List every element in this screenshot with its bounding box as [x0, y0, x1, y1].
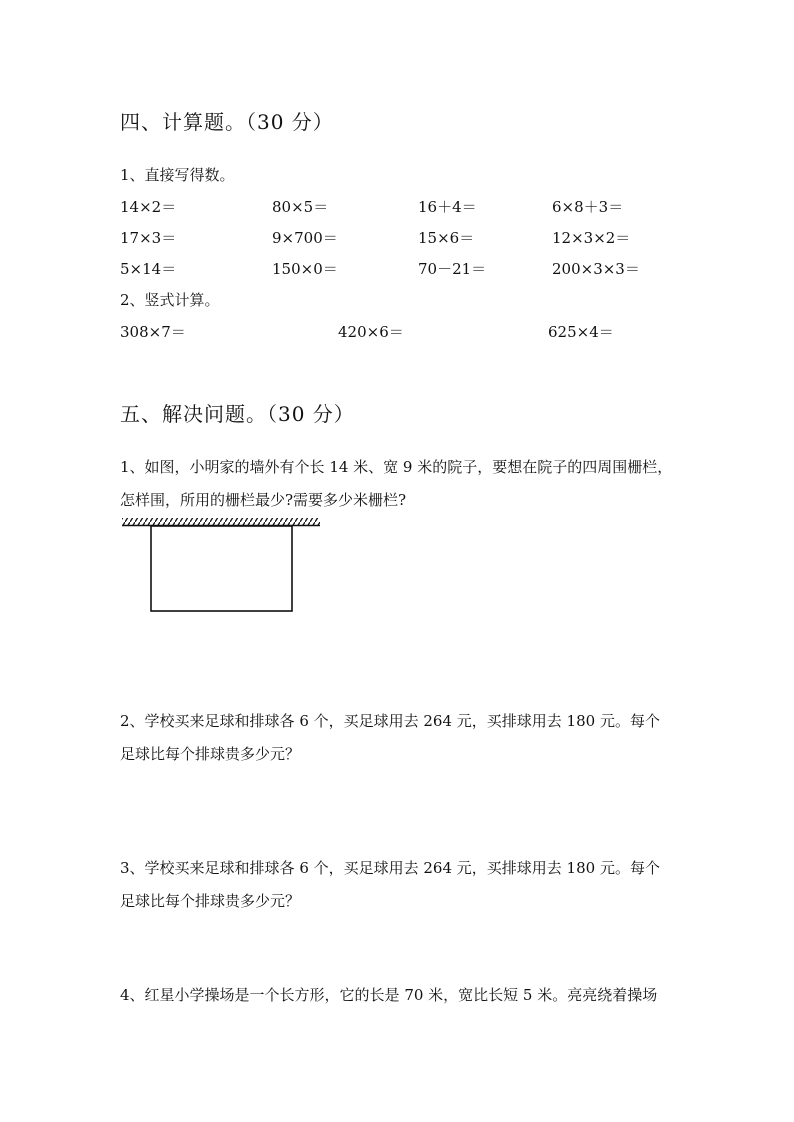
mental-math-item: 9×700＝	[272, 229, 338, 247]
vertical-calc-row	[120, 321, 680, 343]
vertical-calc-item: 420×6＝	[338, 323, 404, 341]
yard-rectangle	[151, 526, 292, 611]
problem-2-line-1: 2、学校买来足球和排球各 6 个，买足球用去 264 元，买排球用去 180 元。每个	[120, 712, 660, 730]
problem-1-line-2: 怎样围，所用的栅栏最少?需要多少米栅栏?	[120, 491, 407, 509]
mental-math-item: 12×3×2＝	[552, 229, 631, 247]
mental-math-item: 200×3×3＝	[552, 260, 640, 278]
mental-math-item: 80×5＝	[272, 198, 329, 216]
mental-math-item: 16＋4＝	[418, 198, 477, 216]
mental-math-item: 15×6＝	[418, 229, 475, 247]
mental-math-item: 70－21＝	[418, 260, 487, 278]
mental-math-item: 5×14＝	[120, 260, 177, 278]
problem-3-line-2: 足球比每个排球贵多少元？	[120, 892, 301, 910]
q1-label: 1、直接写得数。	[120, 166, 235, 184]
vertical-calc-item: 308×7＝	[120, 323, 186, 341]
problem-1-line-1: 1、如图，小明家的墙外有个长 14 米、宽 9 米的院子，要想在院子的四周围栅栏，	[120, 458, 673, 476]
mental-math-item: 17×3＝	[120, 229, 177, 247]
mental-math-row-2	[120, 227, 680, 249]
wall-hatching	[122, 518, 320, 525]
section-5-title: 五、解决问题。（30 分）	[120, 402, 355, 426]
section-4-title: 四、计算题。（30 分）	[120, 110, 334, 134]
problem-2-line-2: 足球比每个排球贵多少元？	[120, 745, 301, 763]
mental-math-row-1	[120, 196, 680, 218]
q2-label: 2、竖式计算。	[120, 291, 220, 309]
mental-math-item: 14×2＝	[120, 198, 177, 216]
mental-math-item: 6×8＋3＝	[552, 198, 624, 216]
yard-wall-diagram	[120, 514, 324, 614]
mental-math-item: 150×0＝	[272, 260, 338, 278]
problem-4-line-1: 4、红星小学操场是一个长方形，它的长是 70 米，宽比长短 5 米。亮亮绕着操场	[120, 986, 658, 1004]
vertical-calc-item: 625×4＝	[548, 323, 614, 341]
mental-math-row-3	[120, 258, 680, 280]
problem-3-line-1: 3、学校买来足球和排球各 6 个，买足球用去 264 元，买排球用去 180 元。每个	[120, 859, 660, 877]
